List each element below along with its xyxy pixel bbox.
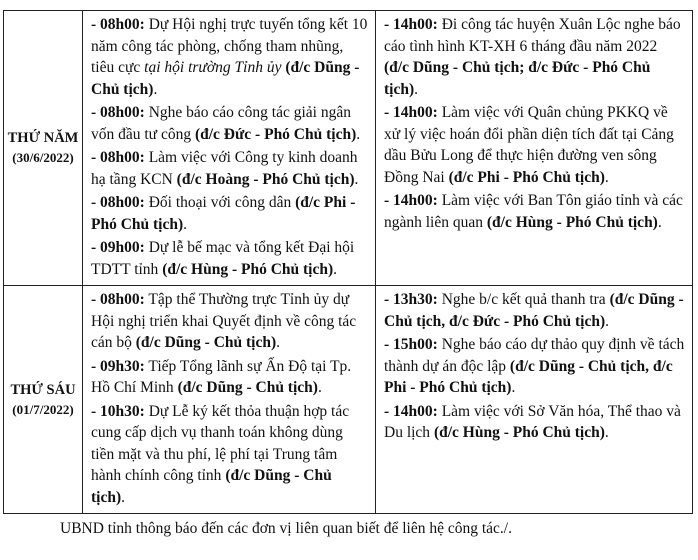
schedule-item [91, 356, 369, 399]
schedule-item [384, 190, 686, 233]
item-text: Nghe báo cáo dự thảo quy định về tách thành dự án độc lập [384, 336, 685, 375]
item-end: . [183, 215, 188, 233]
day-name: THỨ NĂM [7, 130, 79, 146]
item-end: . [604, 424, 609, 441]
day-cell [4, 286, 83, 514]
item-time: - 10h30: [91, 402, 145, 420]
item-assignee: (đ/c Phi - Phó Chủ tịch) [448, 168, 605, 186]
item-assignee: (đ/c Đức - Phó Chủ tịch) [194, 125, 357, 143]
schedule-item [91, 192, 369, 235]
schedule-item [91, 147, 369, 190]
item-time: - 08h00: [91, 16, 145, 33]
item-text: Dự Lễ ký kết thỏa thuận hợp tác cung cấp dịch vụ thanh toán không dùng tiền mặt và thu phí, lệ phí tại Trung tâm hành chính công tỉnh [91, 402, 350, 484]
schedule-item [384, 334, 686, 399]
item-assignee: (đ/c Dũng - Chủ tịch; đ/c Đức - Phó Chủ tịch) [384, 59, 651, 98]
item-assignee: (đ/c Hoàng - Phó Chủ tịch) [176, 170, 355, 188]
item-text: Tập thể Thường trực Tỉnh ủy dự Hội nghị triển khai Quyết định về công tác cán bộ [91, 291, 357, 351]
item-assignee: (đ/c Dũng - Chủ tịch, đ/c Phi - Phó Chủ tịch) [384, 357, 673, 396]
schedule-row [4, 11, 693, 286]
item-assignee: (đ/c Hùng - Phó Chủ tịch) [433, 424, 605, 441]
schedule-item [91, 14, 369, 100]
item-time: - 13h30: [384, 291, 438, 308]
item-text: Làm việc với Công ty kinh doanh hạ tầng KCN [91, 149, 358, 188]
item-text: Đối thoại với công dân [144, 194, 296, 211]
footer-note: UBND tỉnh thông báo đến các đơn vị liên quan biết để liên hệ công tác./. [60, 520, 512, 537]
item-end: . [657, 213, 662, 231]
item-time: - 09h30: [91, 357, 145, 375]
item-time: - 14h00: [384, 192, 438, 209]
schedule-item [91, 289, 369, 354]
item-end: . [276, 334, 281, 351]
item-time: - 15h00: [384, 336, 438, 353]
schedule-item [384, 102, 686, 188]
day-name: THỨ SÁU [10, 381, 76, 398]
item-end: . [605, 312, 610, 330]
item-text: Làm việc với Sở Văn hóa, Thể thao và Du lịch [384, 402, 681, 441]
item-assignee: (đ/c Phi - Phó Chủ tịch) [91, 194, 356, 233]
item-end: . [121, 488, 126, 506]
item-time: - 09h00: [91, 239, 145, 256]
morning-cell [83, 11, 376, 286]
item-time: - 14h00: [384, 104, 438, 121]
schedule-item [91, 102, 369, 145]
item-end: . [333, 260, 338, 278]
schedule-table [3, 10, 693, 514]
item-text: Đi công tác huyện Xuân Lộc nghe báo cáo tình hình KT-XH 6 tháng đầu năm 2022 [384, 16, 681, 55]
item-assignee: (đ/c Dũng - Chủ tịch) [177, 379, 318, 396]
afternoon-cell [376, 11, 693, 286]
item-text: Nghe báo cáo công tác giải ngân vốn đầu tư công [91, 104, 351, 143]
item-text: Làm việc với Ban Tôn giáo tỉnh và các ngành liên quan [384, 192, 683, 231]
schedule-item [384, 401, 686, 444]
afternoon-cell [376, 286, 693, 514]
schedule-row [4, 286, 693, 514]
day-cell [4, 11, 83, 286]
schedule-item [384, 14, 686, 100]
item-text: Làm việc với Quân chủng PKKQ về xử lý việc hoán đổi phần diện tích đất tại Cảng dầu Bửu Long để thực hiện đường ven sông Đồng Nai [384, 104, 674, 186]
item-text: Nghe b/c kết quả thanh tra [437, 291, 610, 308]
item-assignee: (đ/c Hùng - Phó Chủ tịch) [486, 213, 658, 231]
item-assignee: (đ/c Dũng - Chủ tịch) [91, 59, 360, 98]
item-assignee: (đ/c Dũng - Chủ tịch) [135, 334, 277, 351]
schedule-item [91, 401, 369, 509]
item-time: - 14h00: [384, 16, 438, 33]
item-assignee: (đ/c Hùng - Phó Chủ tịch) [162, 260, 334, 278]
day-date: (30/6/2022) [12, 150, 74, 165]
item-text: Dự Hội nghị trực tuyến tổng kết 10 năm công tác phòng, chống tham nhũng, tiêu cực [91, 16, 368, 76]
item-end: . [317, 379, 322, 396]
item-end: . [153, 80, 158, 98]
day-date: (01/7/2022) [12, 401, 74, 417]
morning-cell [83, 286, 376, 514]
item-end: . [511, 379, 516, 396]
item-end: . [354, 170, 359, 188]
item-assignee: (đ/c Dũng - Chủ tịch, đ/c Đức - Phó Chủ tịch) [384, 291, 684, 330]
item-time: - 14h00: [384, 402, 438, 420]
item-location: tại hội trường Tỉnh ủy [144, 59, 282, 76]
item-end: . [604, 168, 609, 186]
item-time: - 08h00: [91, 149, 145, 166]
schedule-item [384, 289, 686, 332]
item-assignee: (đ/c Dũng - Chủ tịch) [91, 467, 332, 506]
item-time: - 08h00: [91, 104, 145, 121]
item-text: Dự lễ bế mạc và tổng kết Đại hội TDTT tỉnh [91, 239, 355, 278]
schedule-item [91, 237, 369, 280]
item-end: . [356, 125, 361, 143]
item-text: Tiếp Tổng lãnh sự Ấn Độ tại Tp. Hồ Chí Minh [91, 357, 352, 396]
item-time: - 08h00: [91, 291, 145, 308]
item-end: . [414, 80, 419, 98]
schedule-body [4, 11, 693, 514]
item-time: - 08h00: [91, 194, 145, 211]
